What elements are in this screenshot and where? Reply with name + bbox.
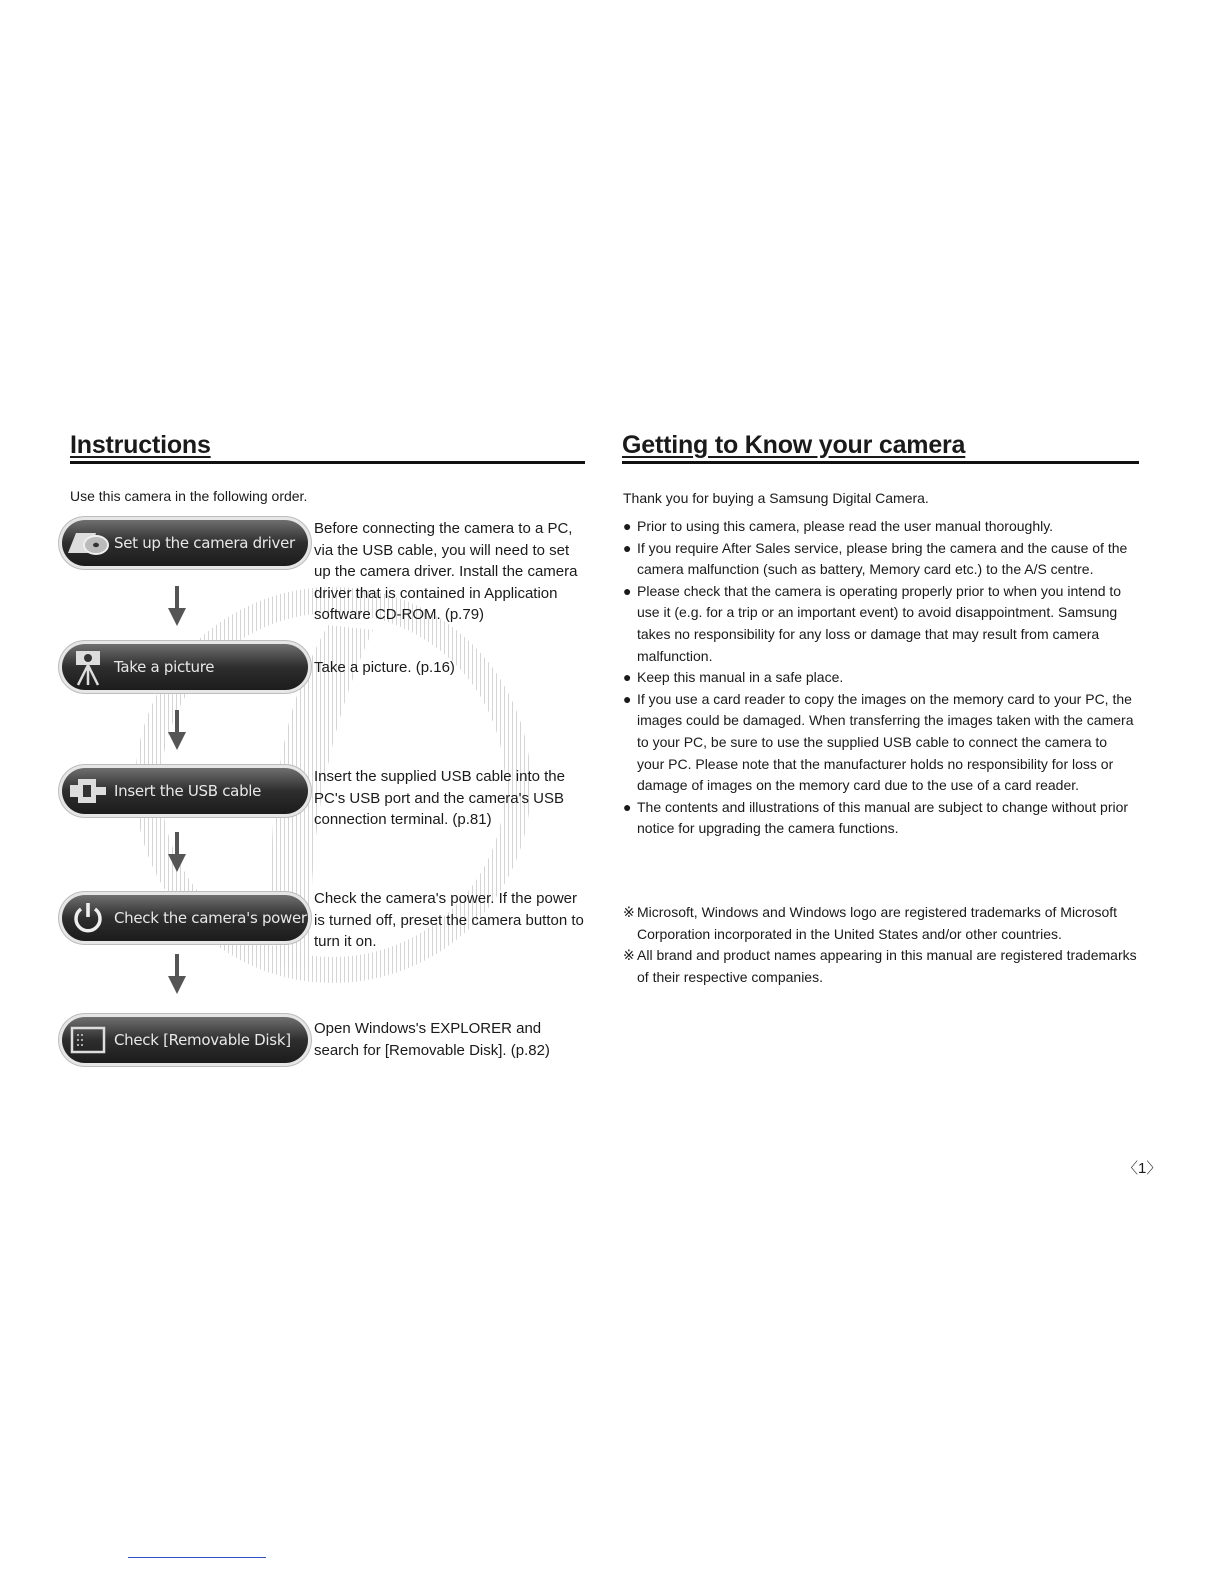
instructions-title xyxy=(70,432,585,464)
camera-tripod-icon xyxy=(62,644,114,690)
step-label: Insert the USB cable xyxy=(114,782,262,800)
bullet-icon: ● xyxy=(623,669,632,686)
list-item xyxy=(623,797,1138,840)
list-item-text: If you use a card reader to copy the images on the memory card to your PC, the images could be damaged. When transferring the images taken with the camera to your PC, be sure to use the supplied USB cable to connect the camera to your PC. Please note that the manufacturer holds no responsibility for loss or damage of images on the memory card due to the use of a card reader. xyxy=(637,690,1134,794)
getting-to-know-title-text: Getting to Know your camera xyxy=(622,431,966,459)
precautions-list xyxy=(623,516,1138,840)
list-item-text: Please check that the camera is operating properly prior to when you intend to use it (e.g. for a trip or an important event) to avoid disappointment. Samsung takes no responsibility for any loss or damage that may result from camera malfunction. xyxy=(637,582,1122,664)
step-label: Set up the camera driver xyxy=(114,534,295,552)
step-description: Check the camera's power. If the power is turned off, preset the camera button to turn it on. xyxy=(314,890,584,950)
list-item xyxy=(623,689,1138,797)
step-description: Before connecting the camera to a PC, via the USB cable, you will need to set up the camera driver. Install the camera driver that is contained in Application software CD-ROM. (p.79) xyxy=(314,520,578,623)
bullet-icon: ● xyxy=(623,690,632,707)
note-item xyxy=(623,945,1138,988)
note-mark-icon: ※ xyxy=(623,904,635,920)
step-description: Insert the supplied USB cable into the PC's USB port and the camera's USB connection terminal. (p.81) xyxy=(314,768,565,828)
bullet-icon: ● xyxy=(623,518,632,534)
bullet-icon: ● xyxy=(623,539,632,556)
thank-you-intro: Thank you for buying a Samsung Digital Camera. xyxy=(623,490,929,506)
step-label: Take a picture xyxy=(114,658,215,676)
note-item xyxy=(623,902,1138,945)
note-text: Microsoft, Windows and Windows logo are registered trademarks of Microsoft Corporation incorporated in the United States and/or other countries. xyxy=(637,904,1118,942)
footer-divider xyxy=(128,1557,266,1558)
disk-window-icon xyxy=(62,1017,114,1063)
step-check-camera-power xyxy=(62,895,308,941)
down-arrow-icon xyxy=(168,954,186,994)
list-item xyxy=(623,516,1138,538)
list-item-text: If you require After Sales service, please bring the camera and the cause of the camera malfunction (such as battery, Memory card etc.) to the A/S centre. xyxy=(637,539,1128,578)
list-item-text: The contents and illustrations of this manual are subject to change without prior notice for upgrading the camera functions. xyxy=(637,798,1129,837)
instructions-title-text: Instructions xyxy=(70,431,211,459)
note-text: All brand and product names appearing in this manual are registered trademarks of their respective companies. xyxy=(637,947,1137,985)
trademark-notes xyxy=(623,902,1138,988)
list-item xyxy=(623,581,1138,667)
list-item-text: Keep this manual in a safe place. xyxy=(637,669,844,686)
down-arrow-icon xyxy=(168,832,186,872)
step-description: Open Windows's EXPLORER and search for [Removable Disk]. (p.82) xyxy=(314,1020,550,1059)
usb-plug-icon xyxy=(62,768,114,814)
list-item xyxy=(623,538,1138,581)
step-insert-usb-cable xyxy=(62,768,308,814)
getting-to-know-title xyxy=(622,432,1139,464)
step-check-removable-disk xyxy=(62,1017,308,1063)
cd-rom-icon xyxy=(62,520,114,566)
instructions-intro: Use this camera in the following order. xyxy=(70,488,308,504)
step-set-up-camera-driver xyxy=(62,520,308,566)
down-arrow-icon xyxy=(168,586,186,626)
step-description: Take a picture. (p.16) xyxy=(314,659,455,676)
step-label: Check [Removable Disk] xyxy=(114,1031,291,1049)
bullet-icon: ● xyxy=(623,582,632,599)
step-take-a-picture xyxy=(62,644,308,690)
bullet-icon: ● xyxy=(623,798,632,815)
page-number: 〈1〉 xyxy=(1123,1160,1162,1177)
list-item-text: Prior to using this camera, please read the user manual thoroughly. xyxy=(637,518,1054,534)
note-mark-icon: ※ xyxy=(623,947,635,964)
power-icon xyxy=(62,895,114,941)
list-item xyxy=(623,667,1138,689)
step-label: Check the camera's power xyxy=(114,909,307,927)
down-arrow-icon xyxy=(168,710,186,750)
